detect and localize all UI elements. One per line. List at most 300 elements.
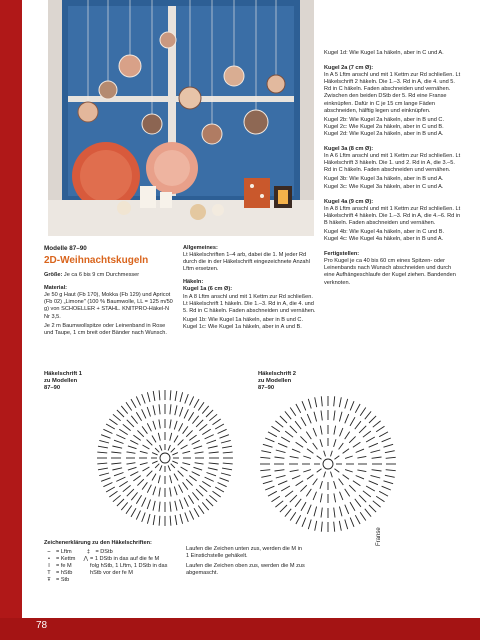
legend-hstb: = hStb — [56, 570, 73, 576]
stitch-mark — [307, 449, 313, 454]
stitch-mark — [130, 472, 138, 476]
stitch-mark — [153, 405, 155, 415]
stitch-mark — [308, 520, 311, 530]
stitch-mark — [355, 404, 360, 413]
stitch-mark — [343, 475, 349, 480]
center-ring — [323, 459, 333, 469]
stitch-mark — [296, 404, 301, 413]
ball-3b-text: Kugel 3b: Wie Kugel 3a häkeln, aber in B und A. — [324, 176, 444, 183]
stitch-mark — [339, 521, 341, 531]
material-text-ribbon: Je 2 m Baumwollspitze oder Leinenband in Rose und Taupe, 1 cm breit oder Bänder nach Wunsch. — [44, 322, 167, 336]
left-column — [44, 245, 174, 339]
stitch-mark — [123, 424, 131, 430]
stitch-mark — [178, 471, 184, 477]
legend-kettm: = Kettm — [56, 556, 76, 562]
stitch-mark — [113, 495, 121, 501]
stitch-mark — [261, 451, 271, 453]
slip-stitch-icon: • — [48, 556, 50, 562]
stitch-mark — [136, 495, 141, 503]
stitch-mark — [372, 457, 382, 458]
ball-2b-text: Kugel 2b: Wie Kugel 2a häkeln, aber in B und C. — [324, 116, 445, 123]
combo-stitch-icon: ⋀ — [83, 556, 89, 562]
stitch-mark — [170, 390, 171, 400]
stitch-mark — [158, 433, 160, 441]
stitch-mark — [189, 435, 196, 440]
note-top-joined: Laufen die Zeichen oben zus, werden die M zus abgemascht. — [186, 563, 305, 576]
chain-stitch-icon: ⌢ — [47, 549, 51, 555]
stitch-mark — [142, 394, 146, 403]
stitch-mark — [261, 475, 271, 477]
stitch-mark — [369, 481, 378, 485]
stitch-mark — [321, 396, 322, 406]
stitch-mark — [260, 470, 270, 471]
stitch-mark — [320, 481, 322, 489]
stitch-mark — [209, 414, 217, 420]
stitch-mark — [159, 390, 160, 400]
stitch-mark — [321, 522, 322, 532]
stitch-mark — [114, 473, 124, 476]
stitch-mark — [199, 424, 207, 430]
stitch-mark — [159, 488, 160, 497]
stitch-mark — [178, 440, 184, 446]
stitch-mark — [153, 501, 155, 511]
stitch-mark — [349, 485, 355, 491]
stitch-mark — [196, 420, 203, 427]
stitch-mark — [335, 456, 340, 460]
stitch-mark — [213, 419, 221, 425]
stitch-mark — [365, 509, 371, 517]
chart-1-subtitle: zu Modellen — [44, 378, 78, 384]
stitch-mark — [97, 452, 107, 453]
stitch-mark — [131, 508, 136, 517]
stitch-mark — [339, 443, 344, 449]
stitch-mark — [202, 481, 210, 486]
legend-fm: = fe M — [56, 563, 72, 569]
stitch-mark — [321, 508, 322, 518]
ball-3a-text: In A 6 Lftm anschl und mit 1 Kettm zur Rd schließen. Lt Häkelschrift 3 häkeln. Die 1. und 2. Rd in A, die 3.–5. Rd in C häkeln. Faden abschneiden und vernähen. — [324, 153, 461, 174]
stitch-mark — [136, 412, 141, 420]
ball-2c-text: Kugel 2c: Wie Kugel 2a häkeln, aber in C und B. — [324, 123, 444, 130]
stitch-mark — [142, 482, 147, 489]
stitch-mark — [331, 451, 333, 457]
stitch-mark — [376, 426, 384, 432]
center-ring — [160, 453, 170, 463]
stitch-mark — [127, 463, 136, 464]
stitch-mark — [190, 396, 194, 405]
stitch-mark — [192, 440, 200, 444]
stitch-mark — [339, 397, 341, 407]
stitch-mark — [126, 402, 132, 410]
stitch-mark — [170, 488, 171, 497]
stitch-mark — [136, 396, 140, 405]
stitch-mark — [295, 499, 301, 507]
stitch-mark — [369, 443, 378, 447]
stitch-mark — [109, 491, 117, 497]
stitch-mark — [185, 394, 189, 403]
stitch-mark — [343, 449, 349, 454]
stitch-mark — [152, 461, 158, 463]
stitch-mark — [295, 421, 301, 429]
stitch-mark — [335, 469, 340, 473]
stitch-mark — [175, 405, 177, 415]
stitch-mark — [334, 493, 336, 502]
stitch-mark — [116, 477, 125, 481]
stitch-mark — [290, 456, 299, 458]
stitch-mark — [315, 397, 317, 407]
stitch-mark — [317, 469, 322, 473]
stitch-mark — [371, 475, 381, 478]
stitch-mark — [365, 411, 371, 419]
legend-lftm: = Lftm — [56, 549, 72, 555]
stitch-mark — [281, 437, 290, 442]
stitch-mark — [186, 430, 192, 436]
finish-label: Fertigstellen: — [324, 251, 360, 258]
stitch-mark — [208, 468, 218, 470]
stitch-mark — [221, 473, 231, 476]
symbol-legend — [44, 540, 184, 584]
stitch-mark — [334, 439, 336, 447]
stitch-mark — [334, 481, 336, 489]
stitch-mark — [278, 443, 287, 447]
stitch-mark — [205, 435, 214, 439]
stitch-mark — [213, 491, 221, 497]
stitch-mark — [202, 406, 208, 414]
stitch-mark — [275, 501, 283, 507]
stitch-mark — [189, 476, 196, 481]
ball-1b-text: Kugel 1b: Wie Kugel 1a häkeln, aber in B und C. — [183, 316, 304, 323]
stitch-mark — [331, 472, 333, 478]
stitch-mark — [101, 478, 110, 482]
stitch-mark — [205, 477, 214, 481]
chart-1-models: 87–90 — [44, 385, 61, 391]
stitch-mark — [175, 515, 177, 525]
stitch-mark — [345, 470, 353, 472]
stitch-mark — [192, 492, 198, 500]
stitch-mark — [171, 464, 175, 468]
stitch-mark — [159, 404, 160, 414]
stitch-mark — [181, 467, 188, 471]
stitch-mark — [153, 487, 156, 496]
stitch-mark — [292, 476, 300, 479]
stitch-mark — [340, 492, 343, 500]
stitch-mark — [137, 430, 143, 436]
stitch-mark — [172, 461, 178, 463]
stitch-mark — [195, 463, 204, 464]
stitch-mark — [180, 500, 183, 510]
stitch-mark — [307, 505, 311, 514]
stitch-mark — [285, 411, 291, 419]
stitch-mark — [385, 451, 395, 453]
stitch-mark — [272, 426, 280, 432]
stitch-mark — [209, 463, 219, 464]
stitch-mark — [334, 508, 335, 518]
stitch-mark — [194, 508, 199, 517]
stitch-mark — [182, 463, 190, 465]
stitch-mark — [324, 451, 326, 457]
stitch-mark — [359, 426, 366, 433]
ball-3a-label: Kugel 3a (8 cm Ø): — [324, 146, 374, 153]
stitch-mark — [320, 426, 322, 435]
stitch-mark — [300, 485, 306, 491]
stitch-mark — [357, 470, 366, 472]
stitch-mark — [345, 414, 349, 423]
legend-dstb: = DStb — [95, 549, 113, 555]
stitch-mark — [160, 445, 162, 451]
stitch-mark — [221, 440, 231, 443]
stitch-mark — [143, 445, 150, 449]
stitch-mark — [290, 426, 297, 433]
stitch-mark — [313, 479, 318, 485]
stitch-mark — [106, 487, 115, 492]
stitch-mark — [147, 485, 151, 493]
stitch-mark — [133, 435, 140, 440]
stitch-mark — [147, 514, 150, 524]
stitch-mark — [109, 419, 117, 425]
stitch-mark — [345, 399, 348, 409]
stitch-mark — [350, 401, 354, 410]
stitch-mark — [174, 421, 177, 430]
stitch-mark — [170, 433, 172, 441]
stitch-mark — [313, 492, 316, 500]
stitch-mark — [101, 435, 110, 439]
stitch-mark — [280, 505, 287, 512]
stitch-mark — [366, 437, 375, 442]
stitch-mark — [372, 470, 382, 471]
stitch-mark — [334, 522, 335, 532]
stitch-mark — [196, 489, 203, 496]
stitch-mark — [182, 451, 190, 453]
stitch-mark — [97, 463, 107, 464]
stitch-mark — [275, 421, 283, 427]
stitch-mark — [290, 495, 297, 502]
ball-3c-text: Kugel 3c: Wie Kugel 3a häkeln, aber in C und A. — [324, 183, 444, 190]
stitch-mark — [180, 392, 183, 402]
ball-1c-text: Kugel 1c: Wie Kugel 1a häkeln, aber in A und B. — [183, 323, 302, 330]
stitch-mark — [202, 429, 210, 434]
stitch-mark — [339, 479, 344, 485]
ball-1d-text: Kugel 1d: Wie Kugel 1a häkeln, aber in C und A. — [324, 50, 444, 56]
stitch-mark — [223, 452, 233, 453]
stitch-mark — [209, 495, 217, 501]
stitch-mark — [371, 450, 381, 453]
ball-1a-text: In A 8 Lftm anschl und mit 1 Kettm zur Rd schließen. Lt Häkelschrift 1 häkeln. Die 1.–3. Rd in A, die 4. und 5. Rd in C häkeln. Faden abschneiden und vernähen. — [183, 293, 316, 314]
stitch-mark — [280, 416, 287, 423]
stitch-mark — [369, 505, 376, 512]
stitch-mark — [313, 428, 316, 436]
stitch-mark — [199, 485, 207, 491]
stitch-mark — [334, 426, 336, 435]
stitch-mark — [159, 502, 160, 512]
stitch-mark — [334, 396, 335, 406]
material-text: Je 50 g Haut (Fb 170), Mokka (Fb 129) und Apricot (Fb 02) „Limone" (100 % Baumwolle, LL = 125 m/50 g) von SCHOELLER + STAHL. KNITPRO-Häkel-N Nr 3,5. — [44, 292, 173, 320]
stitch-mark — [220, 435, 229, 439]
chart-1-heading — [44, 371, 82, 392]
stitch-mark — [127, 452, 136, 453]
stitch-mark — [198, 506, 204, 514]
stitch-mark — [198, 402, 204, 410]
fringe-label: Franse — [376, 527, 382, 546]
stitch-mark — [345, 520, 348, 530]
treble-crochet-icon: ‡ — [86, 549, 90, 555]
stitch-mark — [170, 502, 171, 512]
stitch-mark — [379, 432, 388, 437]
stitch-mark — [260, 457, 270, 458]
stitch-mark — [128, 467, 137, 470]
stitch-mark — [114, 440, 124, 443]
stitch-mark — [386, 470, 396, 471]
stitch-mark — [190, 511, 194, 520]
size-text: Je ca 6 bis 9 cm Durchmesser — [63, 272, 140, 279]
chart-2-title: Häkelschrift 2 — [258, 371, 297, 377]
stitch-mark — [292, 449, 300, 452]
stitch-mark — [136, 511, 140, 520]
stitch-mark — [278, 481, 287, 485]
stitch-mark — [106, 424, 115, 429]
stitch-mark — [175, 391, 177, 401]
stitch-mark — [147, 392, 150, 402]
chart-notes — [186, 546, 306, 577]
stitch-mark — [307, 475, 313, 480]
stitch-mark — [116, 435, 125, 439]
stitch-mark — [290, 408, 296, 416]
stitch-mark — [349, 436, 355, 442]
stitch-mark — [170, 516, 171, 526]
ball-2a-text: In A 5 Lftm anschl und mit 1 Kettm zur Rd schließen. Lt Häkelschrift 2 häkeln. Die 1.–3. Rd in A, die 4. und 5. Rd in C häkeln. Faden abschneiden und vernähen. Zwischen den beiden DStb der 5. Rd eine Franse einknüpfen. Dafür in C je 15 cm lange Fäden abschneiden, hälftig legen und einknüpfen. — [324, 72, 461, 114]
stitch-mark — [131, 492, 137, 500]
ball-1a-label: Kugel 1a (6 cm Ø): — [183, 286, 233, 293]
stitch-mark — [268, 491, 277, 496]
stitch-mark — [168, 445, 170, 451]
stitch-mark — [112, 468, 122, 470]
ball-4c-text: Kugel 4c: Wie Kugel 4a häkeln, aber in B und A. — [324, 236, 444, 243]
stitch-mark — [350, 518, 354, 527]
stitch-mark — [127, 420, 134, 427]
stitch-mark — [290, 512, 296, 520]
finish-text: Pro Kugel je ca 40 bis 60 cm eines Spitzen- oder Leinenbands nach Wunsch abschneiden und durch eine Aufhängeschlaufe der Kugel ziehen. Bandenden verknoten. — [324, 258, 456, 286]
stitch-mark — [276, 475, 286, 478]
crochet-chart-1 — [80, 378, 250, 538]
stitch-mark — [103, 483, 112, 487]
stitch-mark — [356, 449, 364, 452]
stitch-mark — [113, 414, 121, 420]
stitch-mark — [275, 470, 285, 471]
stitch-mark — [130, 440, 138, 444]
stitch-mark — [153, 421, 156, 430]
stitch-mark — [285, 491, 293, 497]
stitch-mark — [301, 417, 306, 426]
stitch-mark — [103, 429, 112, 433]
stitch-mark — [123, 485, 131, 491]
stitch-mark — [369, 416, 376, 423]
stitch-mark — [303, 470, 311, 472]
ornament-photo-illustration — [48, 0, 314, 236]
stitch-mark — [285, 431, 293, 437]
stitch-mark — [147, 407, 150, 417]
stitch-mark — [355, 515, 360, 524]
stitch-mark — [386, 457, 396, 458]
stitch-mark — [320, 439, 322, 447]
stitch-mark — [111, 452, 121, 453]
stitch-mark — [194, 399, 199, 408]
page-number: 78 — [36, 620, 48, 631]
stitch-mark — [307, 414, 311, 423]
chart-2-subtitle: zu Modellen — [258, 378, 292, 384]
stitch-mark — [359, 495, 366, 502]
stitch-mark — [373, 501, 381, 507]
stitch-mark — [137, 479, 143, 485]
stitch-mark — [296, 442, 304, 447]
stitch-mark — [218, 483, 227, 487]
page-footer-band — [0, 618, 480, 640]
stitch-mark — [339, 507, 342, 517]
stitch-mark — [366, 486, 375, 491]
stitch-mark — [188, 412, 193, 420]
stitch-mark — [142, 426, 147, 433]
stitch-mark — [184, 498, 188, 507]
stitch-mark — [384, 481, 394, 484]
general-label: Allgemeines: — [183, 245, 218, 251]
stitch-mark — [222, 446, 232, 448]
stitch-mark — [208, 446, 218, 448]
note-bottom-joined: Laufen die Zeichen unten zus, werden die M in 1 Einstichstelle gehäkelt. — [186, 546, 302, 559]
stitch-mark — [155, 448, 159, 452]
stitch-mark — [172, 453, 178, 455]
stitch-mark — [119, 481, 127, 486]
stitch-mark — [192, 416, 198, 424]
stitch-mark — [180, 514, 183, 524]
stitch-mark — [306, 432, 311, 440]
stitch-mark — [171, 448, 175, 452]
chart-2-models: 87–90 — [258, 385, 275, 391]
stitch-mark — [98, 446, 108, 448]
stitch-mark — [296, 515, 301, 524]
stitch-mark — [263, 444, 273, 447]
stitch-mark — [158, 475, 160, 483]
crochet-label: Häkeln: — [183, 279, 204, 286]
stitch-mark — [355, 421, 361, 429]
material-label: Material: — [44, 285, 68, 292]
stitch-mark — [168, 465, 170, 471]
stitch-mark — [174, 487, 177, 496]
ornament-photo — [48, 0, 314, 236]
stitch-mark — [147, 500, 150, 510]
stitch-mark — [98, 468, 108, 470]
stitch-mark — [140, 451, 148, 453]
ball-4b-text: Kugel 4b: Wie Kugel 4a häkeln, aber in C und B. — [324, 228, 445, 235]
stitch-mark — [340, 428, 343, 436]
stitch-mark — [275, 457, 285, 458]
stitch-mark — [345, 489, 350, 497]
stitch-mark — [179, 423, 183, 431]
stitch-mark — [320, 493, 322, 502]
stitch-mark — [170, 475, 172, 483]
stitch-mark — [174, 436, 178, 443]
size-label: Größe: — [44, 272, 63, 279]
stitch-mark — [268, 432, 277, 437]
stitch-mark — [317, 456, 322, 460]
stitch-mark — [207, 473, 217, 476]
stitch-mark — [183, 482, 188, 489]
stitch-mark — [131, 399, 136, 408]
stitch-mark — [194, 446, 203, 449]
stitch-mark — [218, 429, 227, 433]
stitch-mark — [285, 509, 291, 517]
stitch-mark — [179, 485, 183, 493]
stitch-mark — [117, 499, 124, 506]
stitch-mark — [222, 468, 232, 470]
stitch-mark — [357, 456, 366, 458]
ball-4a-label: Kugel 4a (9 cm Ø): — [324, 198, 374, 205]
